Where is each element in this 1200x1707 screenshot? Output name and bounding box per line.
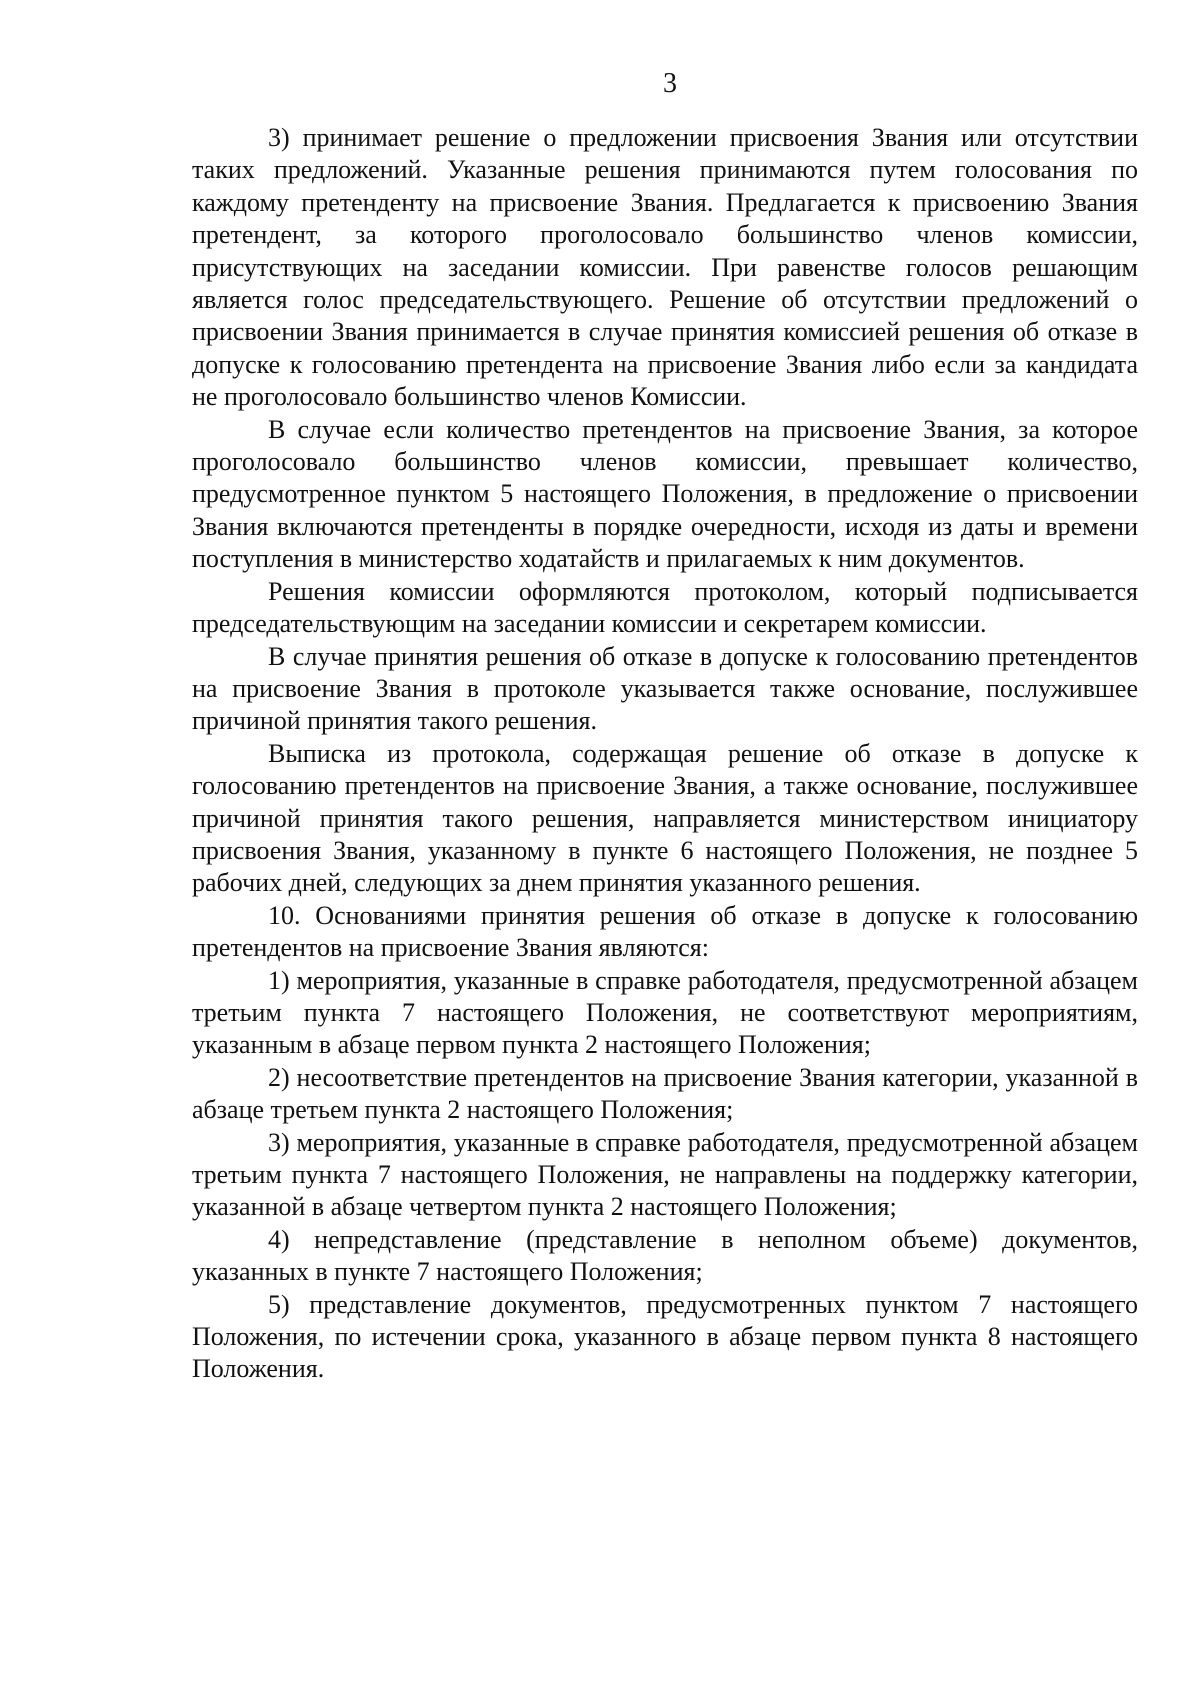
list-item-ground-5: 5) представление документов, предусмотренных пунктом 7 настоящего Положения, по истечении срока, указанного в абзаце первом пункта 8 настоящего Положения. [192, 1289, 1138, 1384]
paragraph-protocol-extract: Выписка из протокола, содержащая решение об отказе в допуске к голосованию претендентов на присвоение Звания, а также основание, послужившее причиной принятия такого решения, направляется министерством инициатору присвоения Звания, указанному в пункте 6 настоящего Положения, не позднее 5 рабочих дней, следующих за днем принятия указанного решения. [192, 738, 1138, 898]
list-item-ground-3: 3) мероприятия, указанные в справке работодателя, предусмотренной абзацем третьим пункта 7 настоящего Положения, не направлены на поддержку категории, указанной в абзаце четвертом пункта 2 настоящего Положения; [192, 1127, 1138, 1222]
list-item-ground-1: 1) мероприятия, указанные в справке работодателя, предусмотренной абзацем третьим пункта 7 настоящего Положения, не соответствуют мероприятиям, указанным в абзаце первом пункта 2 настоящего Положения; [192, 965, 1138, 1060]
paragraph-item-10-heading: 10. Основаниями принятия решения об отказе в допуске к голосованию претендентов на присвоение Звания являются: [192, 900, 1138, 963]
page-number: 3 [663, 68, 677, 99]
paragraph-item-3-decision: 3) принимает решение о предложении присвоения Звания или отсутствии таких предложений. Указанные решения принимаются путем голосования по каждому претенденту на присвоение Звания. Предлагается к присвоению Звания претендент, за которого проголосовало большинство членов комиссии, присутствующих на заседании комиссии. При равенстве голосов решающим является голос председательствующего. Решение об отсутствии предложений о присвоении Звания принимается в случае принятия комиссией решения об отказе в допуске к голосованию претендента на присвоение Звания либо если за кандидата не проголосовало большинство членов Комиссии. [192, 123, 1138, 412]
paragraph-exceeding-candidates: В случае если количество претендентов на присвоение Звания, за которое проголосовало большинство членов комиссии, превышает количество, предусмотренное пунктом 5 настоящего Положения, в предложение о присвоении Звания включаются претенденты в порядке очередности, исходя из даты и времени поступления в министерство ходатайств и прилагаемых к ним документов. [192, 414, 1138, 574]
list-item-ground-2: 2) несоответствие претендентов на присвоение Звания категории, указанной в абзаце третьем пункта 2 настоящего Положения; [192, 1062, 1138, 1125]
list-item-ground-4: 4) непредставление (представление в неполном объеме) документов, указанных в пункте 7 настоящего Положения; [192, 1224, 1138, 1287]
document-body [192, 122, 1138, 1386]
paragraph-refusal-grounds-in-protocol: В случае принятия решения об отказе в допуске к голосованию претендентов на присвоение Звания в протоколе указывается также основание, послужившее причиной принятия такого решения. [192, 641, 1138, 736]
paragraph-protocol-signing: Решения комиссии оформляются протоколом, который подписывается председательствующим на заседании комиссии и секретарем комиссии. [192, 576, 1138, 639]
